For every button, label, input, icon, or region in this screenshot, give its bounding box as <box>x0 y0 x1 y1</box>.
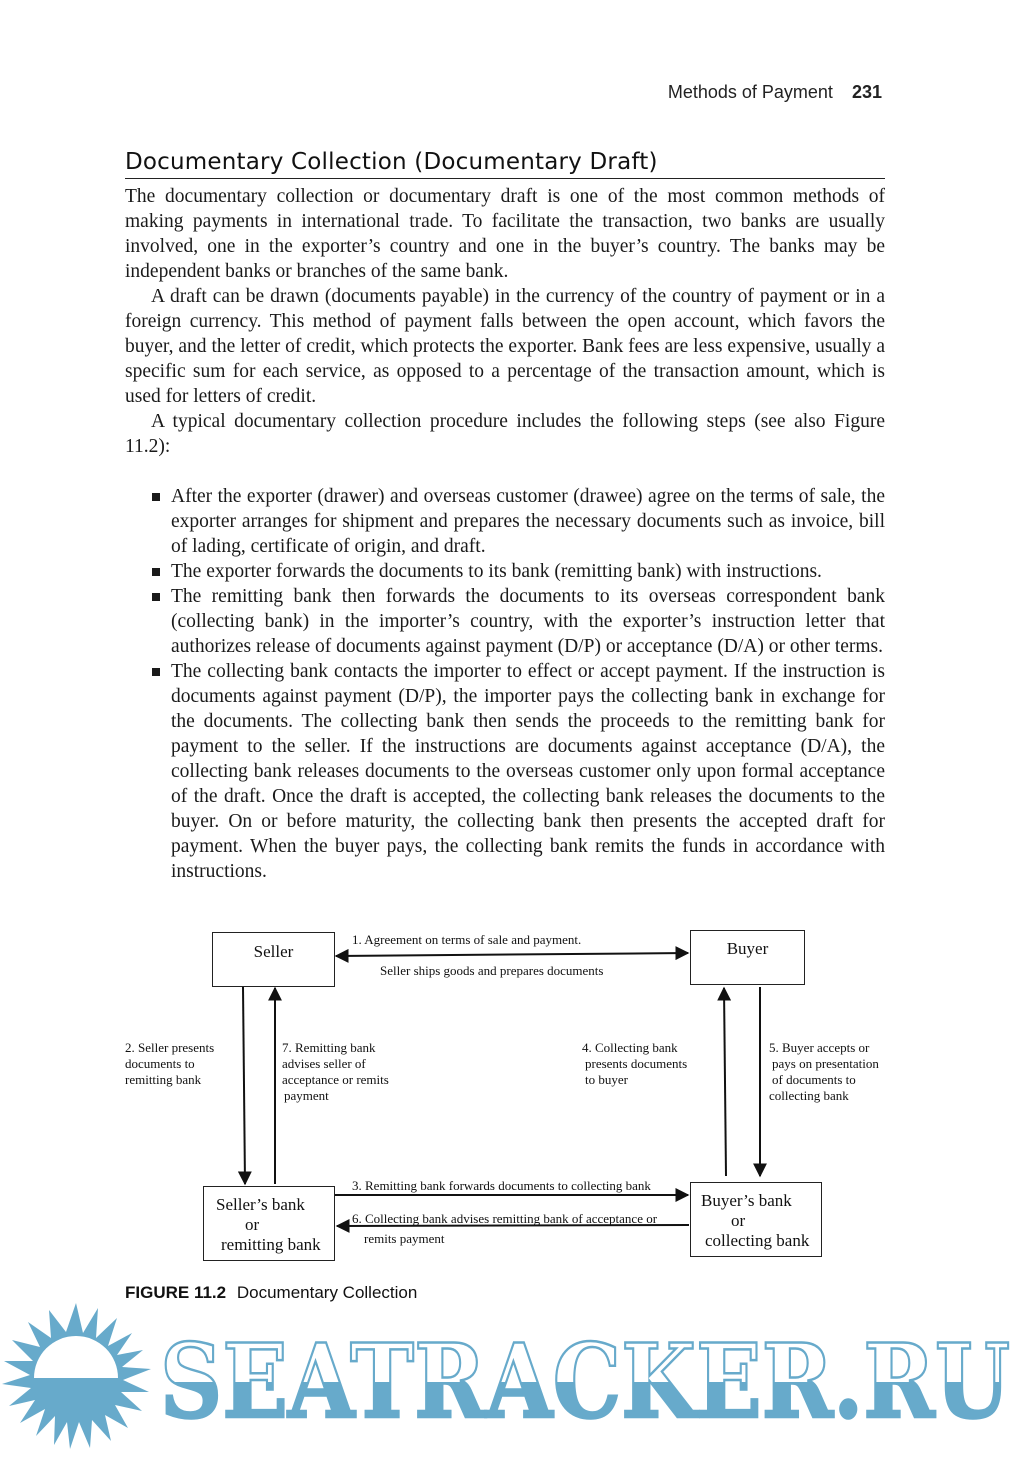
sun-logo-icon <box>2 1303 151 1449</box>
square-bullet-icon <box>152 568 160 576</box>
node-buyers-bank <box>690 1182 822 1257</box>
node-seller <box>212 932 335 987</box>
node-sellers-bank-line: Seller’s bank <box>216 1195 305 1214</box>
paragraph: A typical documentary collection procedure includes the following steps (see also Figure 11.2): <box>125 411 885 457</box>
label-line: advises seller of <box>282 1056 366 1071</box>
body-text <box>125 184 885 884</box>
node-sellers-bank <box>203 1186 335 1261</box>
label-step1-sub: Seller ships goods and prepares documents <box>380 963 604 978</box>
node-buyer-label: Buyer <box>726 939 769 958</box>
label-line: remits payment <box>364 1231 445 1246</box>
steps-list <box>125 484 885 884</box>
square-bullet-icon <box>152 493 160 501</box>
label-line: presents documents <box>585 1056 688 1071</box>
list-item-text: The exporter forwards the documents to its bank (remitting bank) with instructions. <box>171 561 822 582</box>
paragraph: The documentary collection or documentary draft is one of the most common methods of making payments in international trade. To facilitate the transaction, two banks are usually involved, one in the exporter’s country and one in the buyer’s country. The banks may be independent banks or branches of the same bank. <box>125 186 885 282</box>
node-buyers-bank-line: Buyer’s bank <box>701 1191 792 1210</box>
list-item-text: After the exporter (drawer) and overseas customer (drawee) agree on the terms of sale, the exporter arranges for shipment and prepares the necessary documents such as invoice, bill of lading, certificate of origin, and draft. <box>171 486 885 557</box>
label-line: remitting bank <box>125 1072 202 1087</box>
node-buyers-bank-line: collecting bank <box>705 1231 810 1250</box>
label-line: 2. Seller presents <box>125 1040 215 1055</box>
label-line: 7. Remitting bank <box>282 1040 376 1055</box>
label-line: documents to <box>125 1056 195 1071</box>
label-step4 <box>582 1040 687 1088</box>
section-title: Documentary Collection (Documentary Draft) <box>125 149 885 179</box>
node-seller-label: Seller <box>253 942 294 961</box>
watermark <box>0 1300 1028 1453</box>
label-line: pays on presentation <box>772 1056 879 1071</box>
figure-caption-text: Documentary Collection <box>236 1283 418 1302</box>
list-item <box>125 659 885 884</box>
label-step1: 1. Agreement on terms of sale and payment. <box>352 932 582 947</box>
paragraph: A draft can be drawn (documents payable) in the currency of the country of payment or in a foreign currency. This method of payment falls between the open account, which favors the buyer, and the letter of credit, which protects the exporter. Bank fees are less expensive, usually a specific sum for each service, as opposed to a percentage of the transaction amount, which is used for letters of credit. <box>125 286 885 407</box>
arrow-step2 <box>243 987 245 1184</box>
list-item <box>125 559 885 584</box>
label-line: payment <box>284 1088 329 1103</box>
node-sellers-bank-line: or <box>245 1215 260 1234</box>
label-step5 <box>769 1040 885 1104</box>
node-sellers-bank-line: remitting bank <box>221 1235 321 1254</box>
list-item <box>125 484 885 559</box>
running-head-title: Methods of Payment <box>667 82 833 102</box>
arrow-step4 <box>724 988 726 1176</box>
watermark-text: SEATRACKER.RU <box>160 1322 1010 1442</box>
label-step7 <box>282 1040 389 1104</box>
label-line: 5. Buyer accepts or <box>769 1040 870 1055</box>
label-line: 6. Collecting bank advises remitting bank of acceptance or <box>352 1211 658 1226</box>
label-step2 <box>125 1040 214 1088</box>
list-item-text: The remitting bank then forwards the documents to its overseas correspondent bank (collecting bank) in the importer’s country, with the exporter’s instruction letter that authorizes release of documents against payment (D/P) or acceptance (D/A) or other terms. <box>171 586 885 657</box>
label-line: 4. Collecting bank <box>582 1040 678 1055</box>
square-bullet-icon <box>152 668 160 676</box>
square-bullet-icon <box>152 593 160 601</box>
label-step6 <box>352 1211 657 1247</box>
node-buyers-bank-line: or <box>731 1211 746 1230</box>
label-line: of documents to <box>772 1072 856 1087</box>
label-line: acceptance or remits <box>282 1072 389 1087</box>
watermark-graphic <box>0 1300 1028 1453</box>
arrow-step1 <box>336 953 688 956</box>
page-number: 231 <box>851 82 882 102</box>
figure-number: FIGURE 11.2 <box>125 1283 227 1302</box>
documentary-collection-diagram <box>110 920 910 1280</box>
running-head <box>668 82 882 103</box>
label-step3: 3. Remitting bank forwards documents to collecting bank <box>352 1178 651 1193</box>
list-item <box>125 584 885 659</box>
label-line: collecting bank <box>769 1088 849 1103</box>
label-line: to buyer <box>585 1072 628 1087</box>
list-item-text: The collecting bank contacts the importer to effect or accept payment. If the instruction is documents against payment (D/P), the importer pays the collecting bank in exchange for the documents. The collecting bank then sends the proceeds to the remitting bank for payment to the seller. If the instructions are documents against acceptance (D/A), the collecting bank releases documents to the overseas customer only upon formal acceptance of the draft. Once the draft is accepted, the collecting bank releases the documents to the buyer. On or before maturity, the collecting bank then presents the accepted draft for payment. When the buyer pays, the collecting bank remits the funds in accordance with instructions. <box>171 661 885 882</box>
node-buyer <box>690 930 805 985</box>
